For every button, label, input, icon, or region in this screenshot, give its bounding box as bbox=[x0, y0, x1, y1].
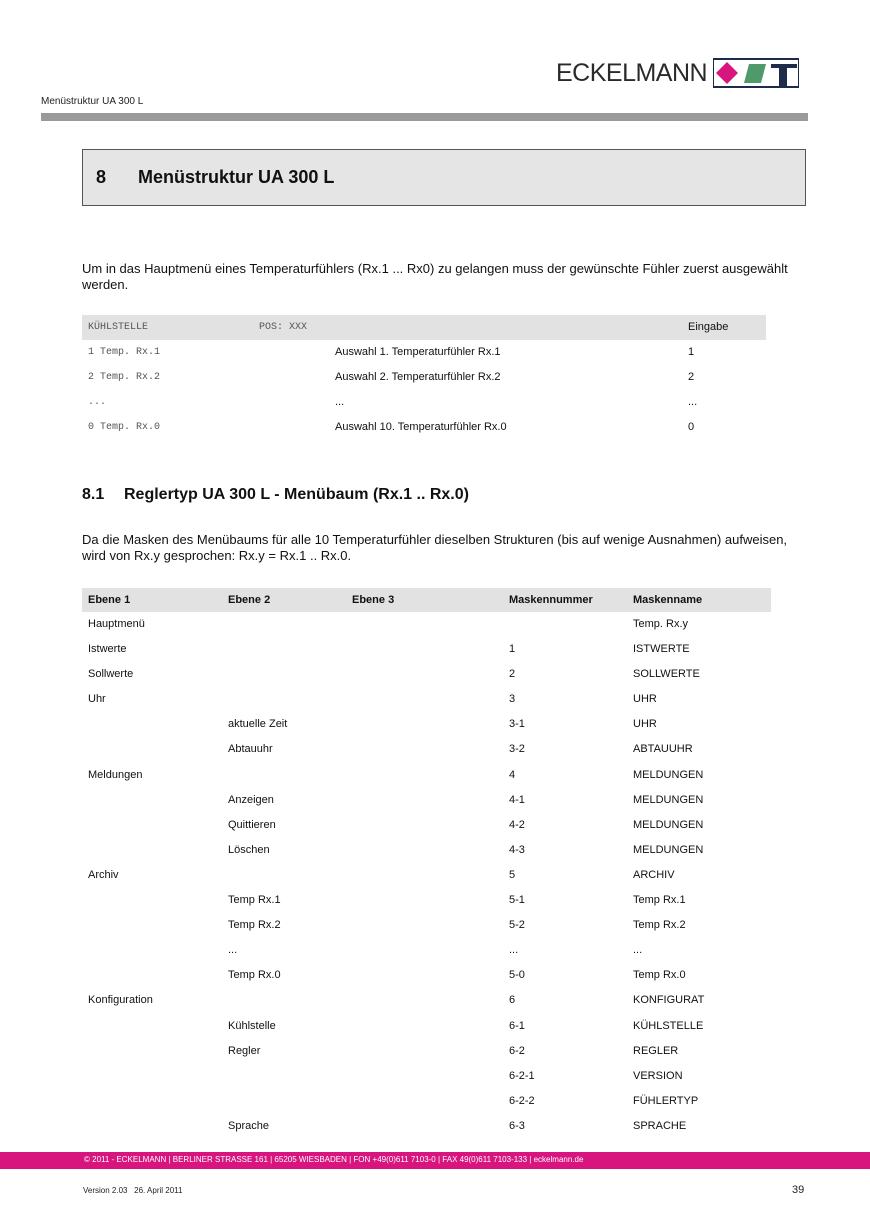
cell-maskenname: SOLLWERTE bbox=[633, 668, 700, 681]
col-ebene-3: Ebene 3 bbox=[352, 594, 395, 606]
cell-maskennummer: 1 bbox=[509, 643, 516, 656]
section-title: Reglertyp UA 300 L - Menübaum (Rx.1 .. Rx.0) bbox=[124, 486, 469, 503]
cell-ebene-2: Regler bbox=[228, 1044, 261, 1057]
table-row bbox=[82, 1114, 771, 1139]
cell-maskennummer: 5-2 bbox=[509, 919, 525, 932]
table-row bbox=[82, 1064, 771, 1089]
row-desc: Auswahl 10. Temperaturfühler Rx.0 bbox=[335, 421, 507, 433]
table-row bbox=[82, 712, 771, 737]
cell-maskennummer: 6-2 bbox=[509, 1044, 525, 1057]
cell-maskenname: UHR bbox=[633, 693, 657, 706]
table-row bbox=[82, 1089, 771, 1114]
cell-maskennummer: 3-1 bbox=[509, 718, 525, 731]
footer-bar bbox=[0, 1152, 870, 1169]
col-ebene-2: Ebene 2 bbox=[228, 594, 271, 606]
cell-ebene-2: Sprache bbox=[228, 1119, 269, 1132]
cell-maskennummer: 4-3 bbox=[509, 843, 525, 856]
row-screen: 0 Temp. Rx.0 bbox=[88, 422, 161, 433]
logo-mark-icon bbox=[713, 58, 799, 88]
row-screen: 1 Temp. Rx.1 bbox=[88, 347, 161, 358]
row-desc: Auswahl 2. Temperaturfühler Rx.2 bbox=[335, 371, 501, 383]
cell-maskenname: MELDUNGEN bbox=[633, 768, 704, 781]
table-row bbox=[82, 415, 766, 440]
cell-maskenname: ABTAUUHR bbox=[633, 743, 693, 756]
table-row bbox=[82, 340, 766, 365]
cell-maskennummer: 6-3 bbox=[509, 1119, 525, 1132]
table-row bbox=[82, 888, 771, 913]
cell-maskennummer: 4-1 bbox=[509, 793, 525, 806]
section-heading bbox=[82, 486, 469, 504]
cell-maskenname: ARCHIV bbox=[633, 868, 675, 881]
row-screen: ... bbox=[88, 397, 107, 408]
table-row bbox=[82, 1039, 771, 1064]
row-input: 2 bbox=[688, 371, 695, 383]
table-row bbox=[82, 988, 771, 1013]
cell-ebene-1: Hauptmenü bbox=[88, 618, 145, 630]
footer-copyright: © 2011 - ECKELMANN | BERLINER STRASSE 161 | 65205 WIESBADEN | FON +49(0)611 7103-0 | FAX 49(0)611 7103-133 | eckelmann.de bbox=[84, 1155, 584, 1164]
cell-ebene-1: Sollwerte bbox=[88, 668, 134, 681]
table-row bbox=[82, 813, 771, 838]
cell-ebene-1: Archiv bbox=[88, 868, 119, 881]
table-row bbox=[82, 1014, 771, 1039]
cell-ebene-2: Anzeigen bbox=[228, 793, 274, 806]
table-row bbox=[82, 913, 771, 938]
chapter-number: 8 bbox=[96, 167, 107, 187]
cell-maskennummer: 6-2-1 bbox=[509, 1069, 535, 1082]
cell-maskennummer: 5 bbox=[509, 868, 516, 881]
table-row bbox=[82, 863, 771, 888]
cell-maskenname: REGLER bbox=[633, 1044, 679, 1057]
row-screen: 2 Temp. Rx.2 bbox=[88, 372, 161, 383]
cell-ebene-1: Konfiguration bbox=[88, 994, 153, 1007]
table-row bbox=[82, 838, 771, 863]
row-desc: Auswahl 1. Temperaturfühler Rx.1 bbox=[335, 346, 501, 358]
table-row bbox=[82, 763, 771, 788]
cell-maskenname: ISTWERTE bbox=[633, 643, 690, 656]
row-input: 0 bbox=[688, 421, 695, 433]
running-head: Menüstruktur UA 300 L bbox=[41, 96, 144, 107]
version-info: Version 2.03 26. April 2011 bbox=[83, 1186, 183, 1195]
cell-maskennummer: 3 bbox=[509, 693, 516, 706]
cell-maskenname: SPRACHE bbox=[633, 1119, 687, 1132]
cell-maskennummer: 6-2-2 bbox=[509, 1094, 535, 1107]
cell-maskennummer: 3-2 bbox=[509, 743, 525, 756]
table-row bbox=[82, 788, 771, 813]
cell-ebene-2: aktuelle Zeit bbox=[228, 718, 288, 731]
cell-maskennummer: 2 bbox=[509, 668, 516, 681]
cell-ebene-2: ... bbox=[228, 944, 238, 957]
cell-maskenname: MELDUNGEN bbox=[633, 793, 704, 806]
table-row bbox=[82, 687, 771, 712]
section-number: 8.1 bbox=[82, 486, 105, 503]
chapter-heading bbox=[82, 149, 806, 206]
cell-ebene-1: Meldungen bbox=[88, 768, 143, 781]
selection-table bbox=[82, 315, 766, 440]
cell-maskenname: Temp Rx.0 bbox=[633, 969, 686, 982]
cell-ebene-2: Löschen bbox=[228, 843, 270, 856]
row-input: ... bbox=[688, 396, 698, 408]
cell-maskenname: ... bbox=[633, 944, 643, 957]
cell-ebene-1: Istwerte bbox=[88, 643, 127, 656]
cell-maskenname: KÜHLSTELLE bbox=[633, 1019, 704, 1032]
cell-maskenname: Temp Rx.1 bbox=[633, 894, 686, 907]
menu-table-header bbox=[82, 588, 771, 612]
table-row bbox=[82, 737, 771, 762]
cell-maskennummer: 4 bbox=[509, 768, 516, 781]
cell-ebene-2: Temp Rx.0 bbox=[228, 969, 281, 982]
cell-maskennummer: 6-1 bbox=[509, 1019, 525, 1032]
cell-ebene-1: Uhr bbox=[88, 693, 106, 706]
table-row bbox=[82, 662, 771, 687]
cell-maskennummer: 5-1 bbox=[509, 894, 525, 907]
cell-maskennummer: 6 bbox=[509, 994, 516, 1007]
cell-ebene-2: Abtauuhr bbox=[228, 743, 273, 756]
logo-text: ECKELMANN bbox=[556, 58, 708, 87]
cell-ebene-2: Temp Rx.2 bbox=[228, 919, 281, 932]
cell-maskennummer: ... bbox=[509, 944, 519, 957]
col-maskenname: Maskenname bbox=[633, 594, 703, 606]
col-ebene-1: Ebene 1 bbox=[88, 594, 131, 606]
cell-maskenname: Temp. Rx.y bbox=[633, 618, 689, 630]
cell-maskennummer: 5-0 bbox=[509, 969, 525, 982]
menu-table-body bbox=[82, 612, 771, 1139]
header-screen: KÜHLSTELLE bbox=[88, 322, 149, 333]
table-row bbox=[82, 612, 771, 637]
cell-maskenname: UHR bbox=[633, 718, 657, 731]
table-row bbox=[82, 963, 771, 988]
cell-maskenname: Temp Rx.2 bbox=[633, 919, 686, 932]
cell-maskennummer: 4-2 bbox=[509, 818, 525, 831]
cell-maskenname: KONFIGURAT bbox=[633, 994, 705, 1007]
table-row bbox=[82, 390, 766, 415]
cell-ebene-2: Quittieren bbox=[228, 818, 276, 831]
row-input: 1 bbox=[688, 346, 695, 358]
chapter-title: Menüstruktur UA 300 L bbox=[138, 167, 335, 187]
cell-maskenname: VERSION bbox=[633, 1069, 683, 1082]
company-logo bbox=[556, 57, 799, 89]
col-maskennummer: Maskennummer bbox=[509, 594, 593, 606]
cell-ebene-2: Kühlstelle bbox=[228, 1019, 276, 1032]
cell-maskenname: MELDUNGEN bbox=[633, 843, 704, 856]
table-row bbox=[82, 365, 766, 390]
table-row bbox=[82, 637, 771, 662]
selection-table-header bbox=[82, 315, 766, 340]
page-number: 39 bbox=[792, 1184, 805, 1196]
header-rule bbox=[41, 113, 808, 121]
menu-tree-table bbox=[82, 588, 771, 1139]
cell-maskenname: MELDUNGEN bbox=[633, 818, 704, 831]
header-pos: POS: XXX bbox=[259, 322, 308, 333]
cell-ebene-2: Temp Rx.1 bbox=[228, 894, 281, 907]
cell-maskenname: FÜHLERTYP bbox=[633, 1094, 699, 1107]
header-input: Eingabe bbox=[688, 321, 729, 333]
row-desc: ... bbox=[335, 396, 345, 408]
table-row bbox=[82, 938, 771, 963]
section-paragraph: Da die Masken des Menübaums für alle 10 Temperaturfühler dieselben Strukturen (bis auf wenige Ausnahmen) aufweisen, wird von Rx.y gesprochen: Rx.y = Rx.1 .. Rx.0. bbox=[82, 532, 788, 563]
intro-paragraph: Um in das Hauptmenü eines Temperaturfühlers (Rx.1 ... Rx0) zu gelangen muss der gewünschte Fühler zuerst ausgewählt werden. bbox=[82, 261, 788, 292]
